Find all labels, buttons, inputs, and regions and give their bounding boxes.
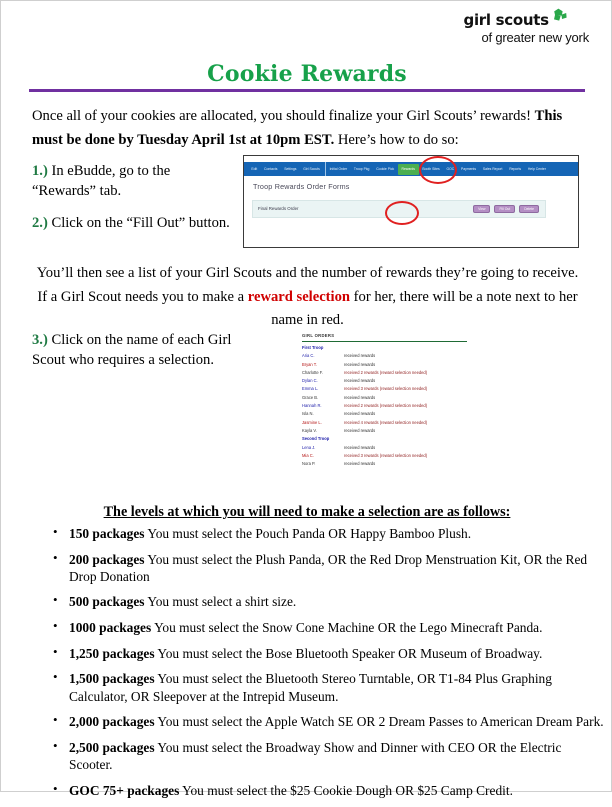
- level-item: [69, 551, 605, 585]
- ebudde-nav-item-initial-order[interactable]: Initial Order: [325, 162, 350, 176]
- level-package-count: 1000 packages: [69, 620, 152, 636]
- girl-scout-reward-status: received 4 rewards (reward selection needed): [344, 419, 428, 425]
- step-2-text: Click on the “Fill Out” button.: [47, 215, 230, 231]
- mid-text-2: for her, there will be a note next to her name in red.: [271, 288, 578, 329]
- step-1-text: In eBudde, go to the “Rewards” tab.: [32, 163, 171, 199]
- girl-orders-row: [302, 411, 477, 419]
- girl-orders-row: [302, 353, 477, 361]
- view-button[interactable]: View: [473, 205, 490, 213]
- ebudde-nav-item-sales-report[interactable]: Sales Report: [482, 167, 503, 171]
- level-item: [69, 593, 605, 610]
- ebudde-nav-item-reports[interactable]: Reports: [509, 167, 522, 171]
- girl-scout-reward-status: received 3 rewards (reward selection needed): [344, 452, 428, 458]
- title-divider: [29, 89, 585, 92]
- girl-orders-row: [302, 370, 477, 378]
- ebudde-nav-item-payments[interactable]: Payments: [460, 167, 477, 171]
- girl-scout-name-link[interactable]: Mia C.: [302, 452, 314, 458]
- level-package-count: 200 packages: [69, 551, 145, 567]
- step-2: [32, 214, 237, 234]
- level-package-count: 1,500 packages: [69, 671, 155, 687]
- ebudde-nav-item-girl-scouts[interactable]: Girl Scouts: [303, 167, 320, 171]
- fill-out-button[interactable]: Fill Out: [494, 205, 515, 213]
- step-3-text: Click on the name of each Girl Scout who requires a selection.: [32, 332, 232, 368]
- girl-scout-name-link[interactable]: Lena J.: [302, 444, 316, 450]
- level-package-count: 2,500 packages: [69, 739, 155, 755]
- logo-wordmark: girl scouts: [463, 11, 549, 29]
- level-item: [69, 670, 605, 704]
- girl-orders-row: [302, 420, 477, 428]
- girl-scout-reward-status: received 2 rewards (reward selection needed): [344, 403, 428, 409]
- ebudde-nav-item-booth-sites[interactable]: Booth Sites: [422, 167, 440, 171]
- level-item: [69, 713, 605, 730]
- level-package-count: 1,250 packages: [69, 645, 155, 661]
- mid-text-1: You’ll then see a list of your Girl Scouts and the number of rewards they’re going to receive. If a Girl Scout needs you to make a: [36, 265, 579, 305]
- girl-scout-name-link[interactable]: Jasmine L.: [302, 419, 322, 425]
- girl-scout-name-link[interactable]: Emma L.: [302, 386, 319, 392]
- girl-scout-name-link[interactable]: Charlotte F.: [302, 369, 323, 375]
- girl-scout-name-link[interactable]: Isla N.: [302, 411, 314, 417]
- girl-scout-reward-status: received rewards: [344, 411, 376, 417]
- girl-scout-reward-status: received rewards: [344, 444, 376, 450]
- intro-paragraph: [32, 105, 582, 152]
- levels-heading: The levels at which you will need to make a selection are as follows:: [103, 504, 511, 520]
- girl-orders-row: [302, 362, 477, 370]
- ebudde-nav-item-goc[interactable]: GOC: [446, 167, 455, 171]
- girl-scout-reward-status: received rewards: [344, 361, 376, 367]
- girl-orders-screenshot: [298, 331, 483, 471]
- girl-orders-group-row: [302, 436, 477, 444]
- girl-scout-name-link[interactable]: Dylan C.: [302, 378, 318, 384]
- girl-orders-title: GIRL ORDERS: [302, 333, 335, 338]
- girl-scout-reward-status: received rewards: [344, 378, 376, 384]
- level-description: You must select the Bose Bluetooth Speaker OR Museum of Broadway.: [154, 645, 543, 661]
- step-2-number: 2.): [32, 215, 48, 231]
- ebudde-nav-item-cookie-pick[interactable]: Cookie Pick: [376, 167, 395, 171]
- girl-scout-name-link[interactable]: Bryan T.: [302, 361, 317, 367]
- girl-orders-row: [302, 453, 477, 461]
- levels-list: [47, 525, 605, 807]
- level-description: You must select a shirt size.: [144, 594, 297, 610]
- level-description: You must select the $25 Cookie Dough OR $25 Camp Credit.: [179, 782, 513, 798]
- trefoil-icon: [550, 8, 567, 23]
- girl-orders-row: [302, 403, 477, 411]
- girl-scout-reward-status: received rewards: [344, 353, 376, 359]
- level-item: [69, 619, 605, 636]
- step-3-number: 3.): [32, 332, 48, 348]
- step-3: [32, 331, 237, 370]
- girl-scout-name-link[interactable]: Grace B.: [302, 394, 319, 400]
- girl-scout-name-link[interactable]: Hannah R.: [302, 403, 322, 409]
- girl-orders-row: [302, 428, 477, 436]
- troop-group-label: Second Troop: [302, 436, 330, 442]
- girl-orders-row: [302, 445, 477, 453]
- level-package-count: 500 packages: [69, 594, 145, 610]
- girl-orders-row: [302, 386, 477, 394]
- reward-selection-paragraph: [32, 262, 583, 333]
- ebudde-nav-item-settings[interactable]: Settings: [284, 167, 297, 171]
- level-description: You must select the Broadway Show and Dinner with CEO OR the Electric Scooter.: [69, 739, 562, 773]
- girl-orders-divider: [302, 341, 467, 342]
- girl-orders-row: [302, 378, 477, 386]
- ebudde-nav-bar[interactable]: [244, 162, 578, 176]
- annotation-circle-fill-out-button: [385, 201, 419, 225]
- girl-orders-table: [302, 345, 477, 469]
- intro-text-2: Here’s how to do so:: [334, 131, 459, 148]
- level-item: [69, 782, 605, 799]
- level-package-count: 150 packages: [69, 526, 145, 541]
- step-1-number: 1.): [32, 163, 48, 179]
- rewards-row-button-group[interactable]: [473, 205, 539, 213]
- ebudde-rewards-screenshot: [243, 155, 579, 248]
- level-item: [69, 645, 605, 662]
- reward-selection-highlight: reward selection: [247, 288, 351, 305]
- girl-orders-row: [302, 395, 477, 403]
- level-item: [69, 525, 605, 542]
- level-description: You must select the Bluetooth Stereo Turntable, OR T1-84 Plus Graphing Calculator, OR Sleepover at the Intrepid Museum.: [69, 671, 552, 704]
- final-rewards-order-label: Final Rewards Order: [258, 206, 299, 211]
- level-description: You must select the Plush Panda, OR the Red Drop Menstruation Kit, OR the Red Drop Donation: [69, 551, 588, 584]
- girl-scout-reward-status: received rewards: [344, 461, 376, 467]
- level-description: You must select the Snow Cone Machine OR the Lego Minecraft Panda.: [151, 620, 543, 636]
- ebudde-nav-item-help-center[interactable]: Help Center: [527, 167, 546, 171]
- girl-scouts-logo: [464, 13, 589, 44]
- logo-council-name: of greater new york: [481, 30, 589, 45]
- intro-text-1: Once all of your cookies are allocated, you should finalize your Girl Scouts’ rewards!: [32, 108, 535, 124]
- girl-scout-name-link[interactable]: Aria C.: [302, 353, 315, 359]
- page-title: Cookie Rewards: [207, 61, 407, 87]
- girl-scout-reward-status: received 3 rewards (reward selection needed): [344, 386, 428, 392]
- girl-orders-group-row: [302, 345, 477, 353]
- level-package-count: 2,000 packages: [69, 714, 155, 730]
- ebudde-nav-item-edit[interactable]: Edit: [251, 167, 258, 171]
- level-description: You must select the Apple Watch SE OR 2 Dream Passes to American Dream Park.: [154, 714, 604, 730]
- level-description: You must select the Pouch Panda OR Happy Bamboo Plush.: [144, 526, 472, 541]
- girl-scout-name-link[interactable]: Nora P.: [302, 461, 316, 467]
- troop-group-label: First Troop: [302, 345, 324, 350]
- girl-scout-reward-status: received 2 rewards (reward selection needed): [344, 369, 428, 375]
- girl-scout-reward-status: received rewards: [344, 394, 376, 400]
- level-item: [69, 739, 605, 773]
- ebudde-nav-item-contacts[interactable]: Contacts: [264, 167, 278, 171]
- girl-scout-name-link[interactable]: Kayla V.: [302, 427, 317, 433]
- level-package-count: GOC 75+ packages: [69, 782, 180, 798]
- ebudde-nav-item-rewards[interactable]: Rewards: [398, 164, 419, 175]
- annotation-circle-rewards-tab: [419, 156, 457, 184]
- step-1: [32, 162, 237, 201]
- ebudde-page-heading: Troop Rewards Order Forms: [253, 182, 350, 191]
- girl-orders-row: [302, 461, 477, 469]
- girl-scout-reward-status: received rewards: [344, 427, 376, 433]
- ebudde-nav-item-troop-pkg[interactable]: Troop Pkg: [353, 167, 370, 171]
- delete-button[interactable]: Delete: [519, 205, 539, 213]
- intro-deadline: This must be done by Tuesday April 1st at 10pm EST.: [32, 108, 563, 148]
